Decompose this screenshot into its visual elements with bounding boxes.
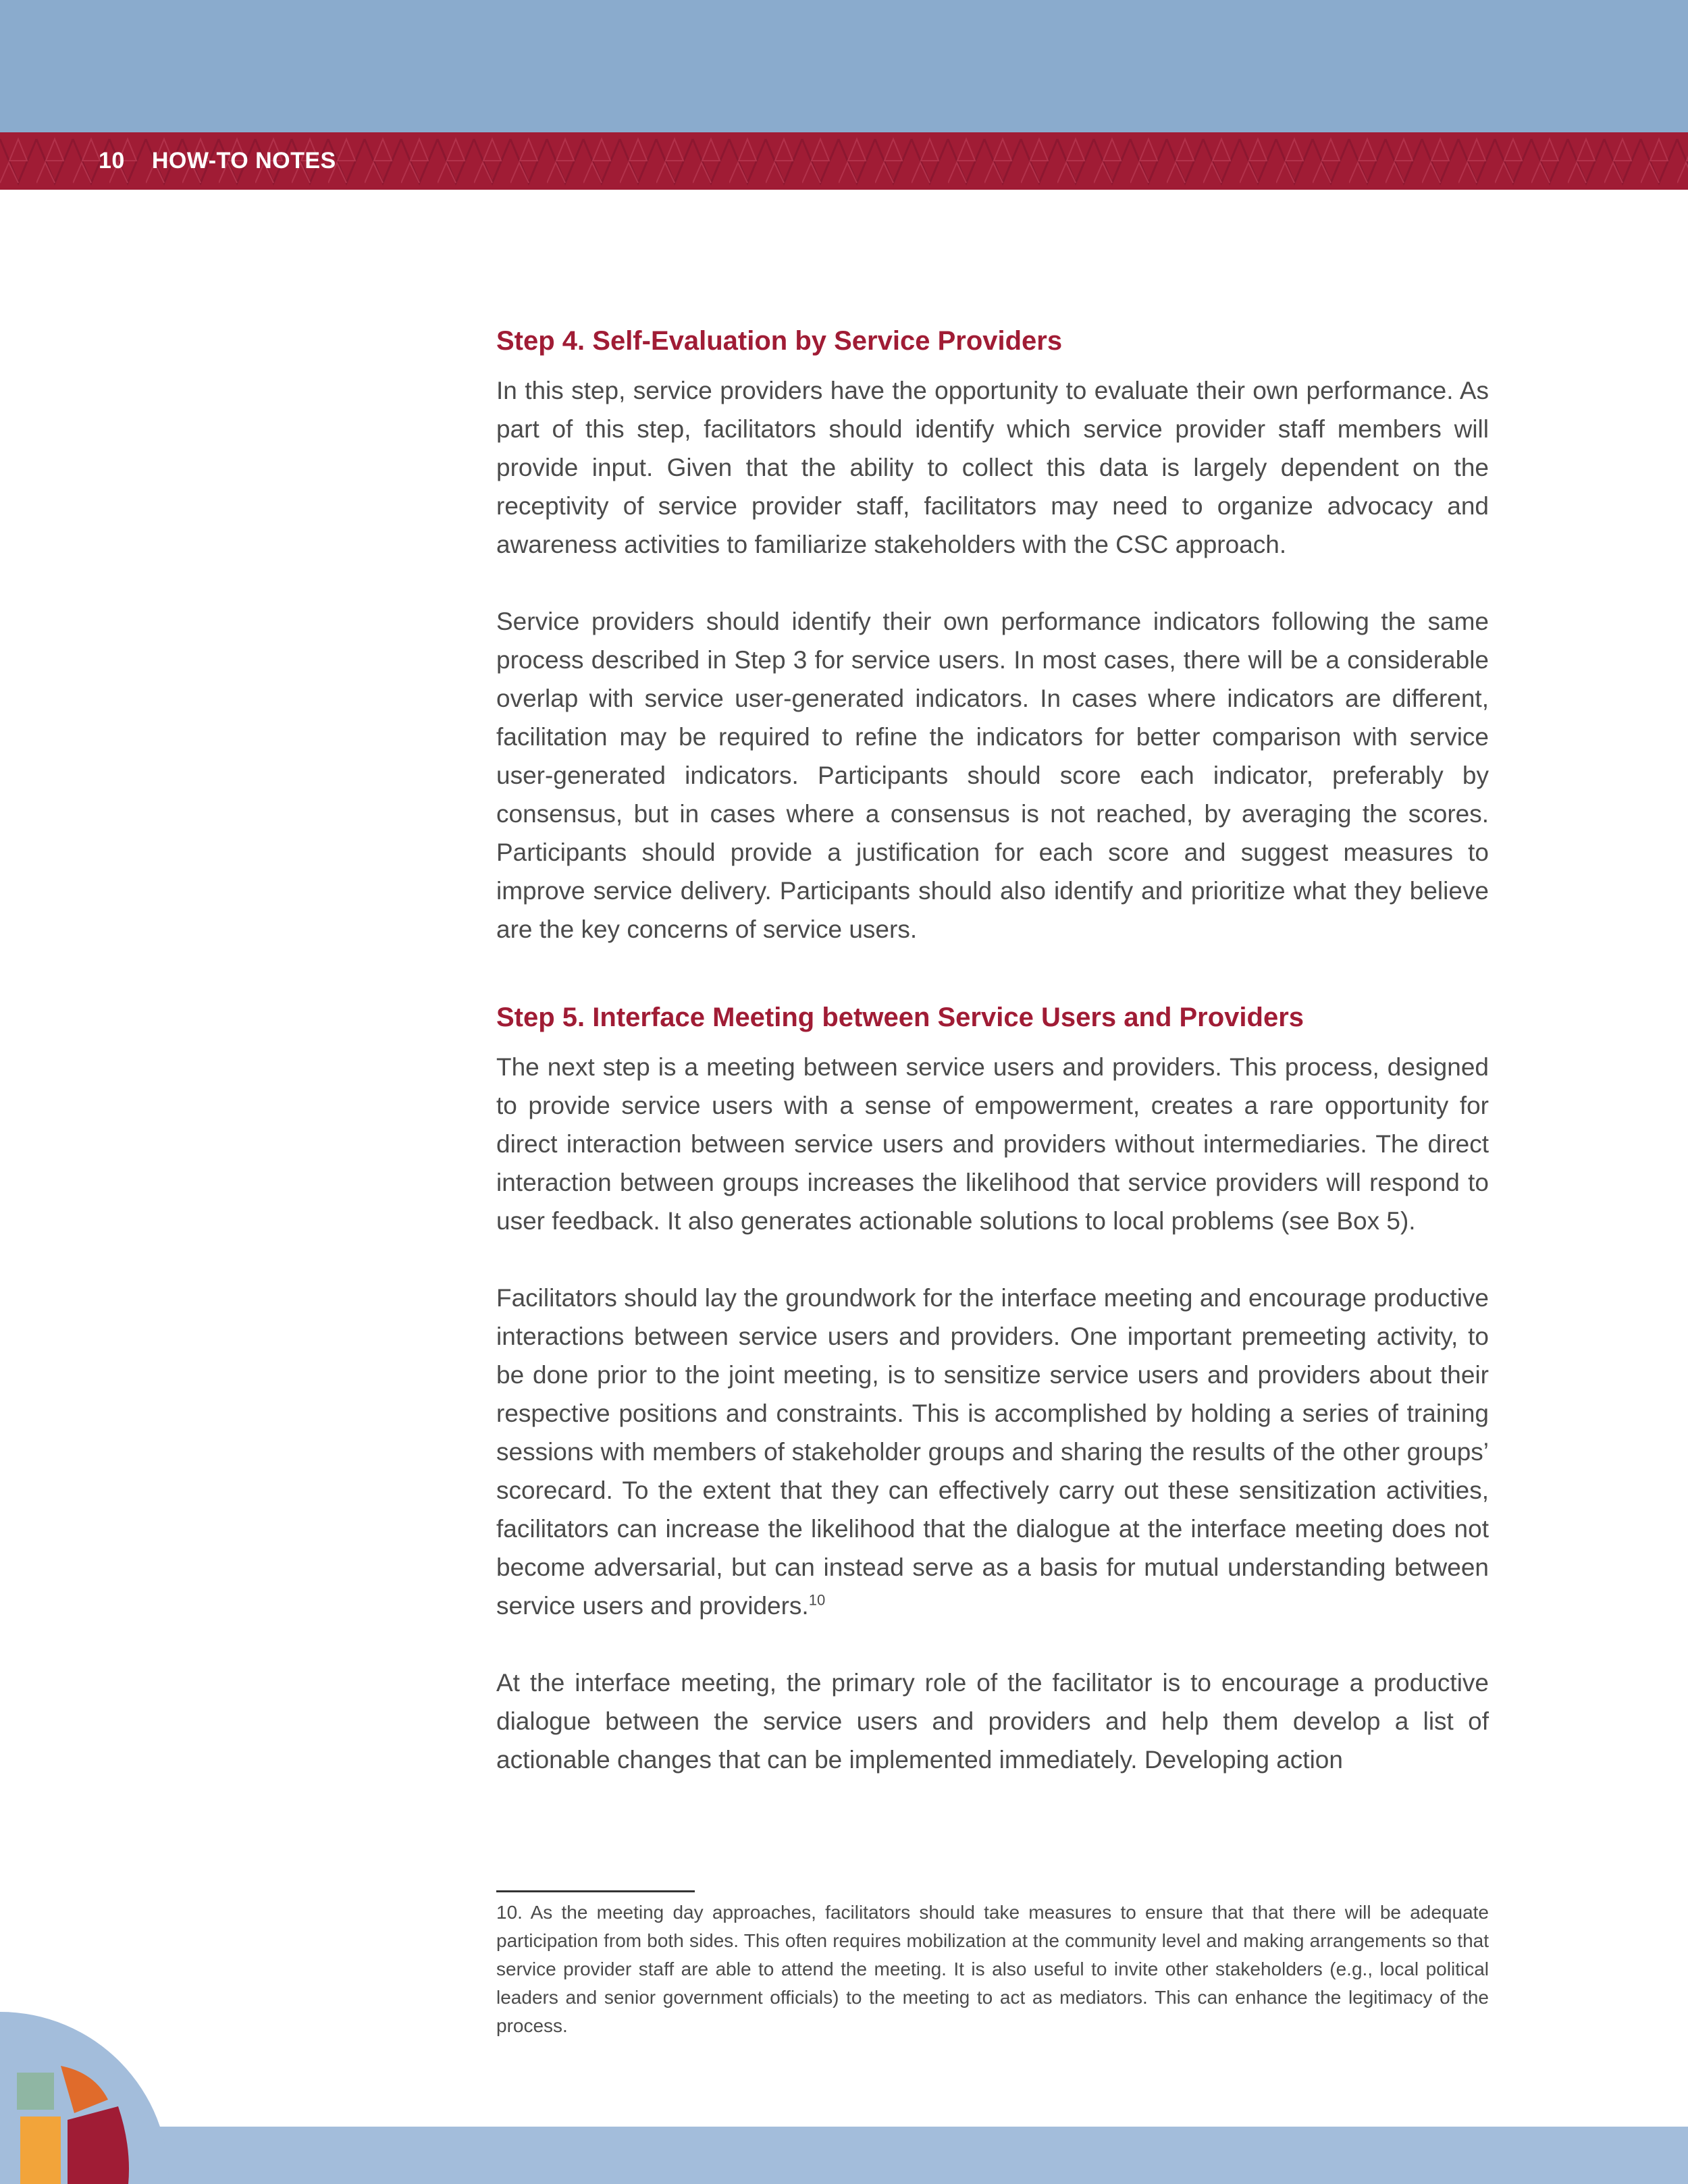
main-content <box>496 311 1489 1817</box>
step-4-paragraph-1: In this step, service providers have the opportunity to evaluate their own performance. As part of this step, facilitators should identify which service provider staff members will provide input. Given that the ability to collect this data is largely dependent on the receptivity of service provider staff, facilitators may need to organize advocacy and awareness activities to familiarize stakeholders with the CSC approach. <box>496 377 1489 558</box>
footnote-divider <box>496 1890 695 1892</box>
step-5-paragraph-1: The next step is a meeting between service users and providers. This process, designed to provide service users with a sense of empowerment, creates a rare opportunity for direct interaction between service users and providers without intermediaries. The direct interaction between groups increases the likelihood that service providers will respond to user feedback. It also generates actionable solutions to local problems (see Box 5). <box>496 1053 1489 1235</box>
section-title: HOW-TO NOTES <box>151 148 336 174</box>
header-strip <box>0 132 1688 190</box>
footnote-text: 10. As the meeting day approaches, facilitators should take measures to ensure that that there will be adequate participation from both sides. This often requires mobilization at the community level and making arrangements so that service provider staff are able to attend the meeting. It is also useful to invite other stakeholders (e.g., local political leaders and senior government officials) to the meeting to act as mediators. This can enhance the legitimacy of the process. <box>496 1902 1489 2036</box>
step-4-heading: Step 4. Self-Evaluation by Service Providers <box>496 326 1063 356</box>
step-5-paragraph-2-text: Facilitators should lay the groundwork for the interface meeting and encourage productive interactions between service users and providers. One important premeeting activity, to be done prior to the joint meeting, is to sensitize service users and providers about their respective positions and constraints. This is accomplished by holding a series of training sessions with members of stakeholder groups and sharing the results of the other groups’ scorecard. To the extent that they can effectively carry out these sensitization activities, facilitators can increase the likelihood that the dialogue at the interface meeting does not become adversarial, but can instead serve as a basis for mutual understanding between service users and providers. <box>496 1284 1489 1620</box>
footnote-reference[interactable]: 10 <box>808 1591 826 1609</box>
top-color-band <box>0 0 1688 132</box>
step-4-paragraph-2: Service providers should identify their own performance indicators following the same process described in Step 3 for service users. In most cases, there will be a considerable overlap with service user-generated indicators. In cases where indicators are different, facilitation may be required to refine the indicators for better comparison with service user-generated indicators. Participants should score each indicator, preferably by consensus, but in cases where a consensus is not reached, by averaging the scores. Participants should provide a justification for each score and suggest measures to improve service delivery. Participants should also identify and prioritize what they believe are the key concerns of service users. <box>496 608 1489 943</box>
step-5-paragraph-2 <box>496 1279 1489 1625</box>
page-number: 10 <box>99 148 125 174</box>
bottom-color-band <box>0 2127 1688 2184</box>
step-5-heading: Step 5. Interface Meeting between Service Users and Providers <box>496 1003 1304 1032</box>
segmented-circle-logo-icon <box>0 1992 189 2184</box>
step-5-paragraph-3: At the interface meeting, the primary role of the facilitator is to encourage a productive dialogue between the service users and providers and help them develop a list of actionable changes that can be implemented immediately. Developing action <box>496 1669 1489 1774</box>
